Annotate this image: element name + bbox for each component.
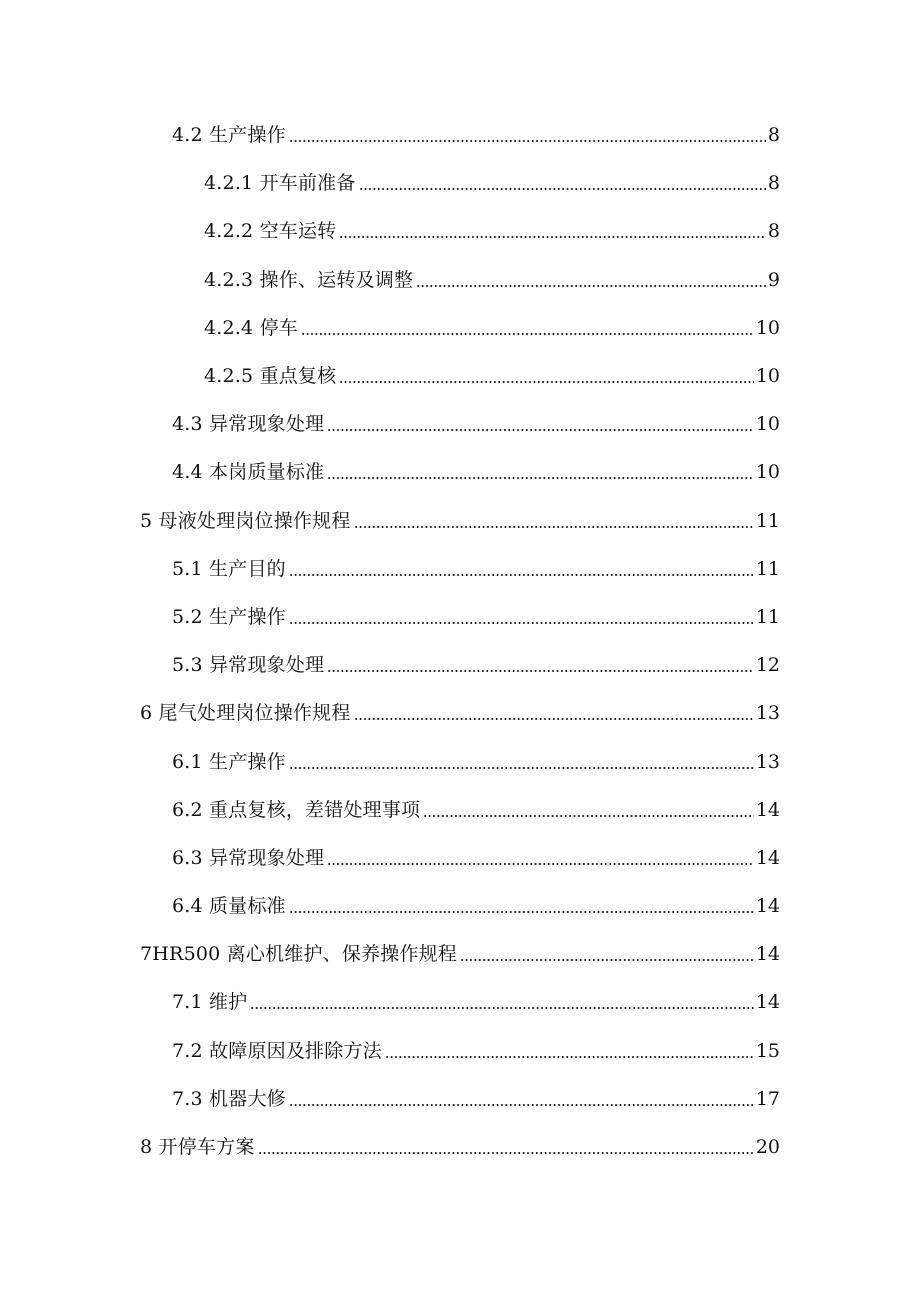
toc-entry[interactable] xyxy=(0,352,920,400)
dot-leader xyxy=(359,188,766,190)
toc-entry-page-number: 10 xyxy=(755,316,780,339)
toc-entry[interactable] xyxy=(0,304,920,352)
table-of-contents xyxy=(0,111,920,1171)
toc-entry[interactable] xyxy=(0,689,920,737)
toc-entry[interactable] xyxy=(0,786,920,834)
toc-entry[interactable] xyxy=(0,207,920,255)
toc-entry-page-number: 15 xyxy=(755,1039,780,1062)
toc-entry-page-number: 14 xyxy=(755,895,780,918)
dot-leader xyxy=(354,718,754,720)
dot-leader xyxy=(327,477,754,479)
toc-entry-page-number: 13 xyxy=(755,750,780,773)
toc-entry-page-number: 13 xyxy=(755,702,780,725)
dot-leader xyxy=(327,429,754,431)
dot-leader xyxy=(354,526,754,528)
toc-entry[interactable] xyxy=(0,400,920,448)
toc-entry-title: 4.2.4 停车 xyxy=(204,316,298,339)
dot-leader xyxy=(339,236,766,238)
toc-entry-page-number: 14 xyxy=(755,798,780,821)
toc-entry-page-number: 10 xyxy=(755,413,780,436)
toc-entry[interactable] xyxy=(0,497,920,545)
toc-entry-page-number: 10 xyxy=(755,365,780,388)
toc-entry-title: 5.2 生产操作 xyxy=(172,605,286,628)
toc-entry-title: 7.3 机器大修 xyxy=(172,1087,286,1110)
toc-entry-page-number: 8 xyxy=(767,220,780,243)
dot-leader xyxy=(460,959,754,961)
dot-leader xyxy=(289,1104,754,1106)
dot-leader xyxy=(258,1152,754,1154)
toc-entry[interactable] xyxy=(0,1075,920,1123)
dot-leader xyxy=(289,767,754,769)
dot-leader xyxy=(301,333,754,335)
toc-entry[interactable] xyxy=(0,978,920,1026)
toc-entry-title: 5.1 生产目的 xyxy=(172,557,286,580)
toc-entry-page-number: 14 xyxy=(755,846,780,869)
toc-entry-page-number: 11 xyxy=(755,605,780,628)
dot-leader xyxy=(385,1056,754,1058)
toc-entry-page-number: 12 xyxy=(755,654,780,677)
toc-entry-title: 6.2 重点复核，差错处理事项 xyxy=(172,798,421,821)
dot-leader xyxy=(327,670,754,672)
toc-entry-title: 6.1 生产操作 xyxy=(172,750,286,773)
toc-entry[interactable] xyxy=(0,1123,920,1171)
toc-entry[interactable] xyxy=(0,834,920,882)
toc-entry-title: 5 母液处理岗位操作规程 xyxy=(140,509,351,532)
toc-entry[interactable] xyxy=(0,545,920,593)
toc-entry-title: 4.3 异常现象处理 xyxy=(172,413,325,436)
toc-entry[interactable] xyxy=(0,641,920,689)
dot-leader xyxy=(423,815,754,817)
toc-entry-title: 6.3 异常现象处理 xyxy=(172,846,325,869)
toc-entry[interactable] xyxy=(0,930,920,978)
toc-entry-page-number: 11 xyxy=(755,557,780,580)
toc-entry-page-number: 11 xyxy=(755,509,780,532)
dot-leader xyxy=(416,285,766,287)
toc-entry-title: 4.2.3 操作、运转及调整 xyxy=(204,268,414,291)
toc-entry-title: 4.4 本岗质量标准 xyxy=(172,461,325,484)
toc-entry[interactable] xyxy=(0,256,920,304)
dot-leader xyxy=(289,574,754,576)
toc-entry-title: 7HR500 离心机维护、保养操作规程 xyxy=(140,943,458,966)
toc-entry-page-number: 10 xyxy=(755,461,780,484)
dot-leader xyxy=(327,863,754,865)
toc-entry-page-number: 8 xyxy=(767,124,780,147)
dot-leader xyxy=(289,140,766,142)
dot-leader xyxy=(339,381,753,383)
toc-entry-page-number: 20 xyxy=(755,1136,780,1159)
toc-entry[interactable] xyxy=(0,593,920,641)
toc-entry-title: 4.2.1 开车前准备 xyxy=(204,172,356,195)
toc-entry-title: 7.1 维护 xyxy=(172,991,248,1014)
toc-entry[interactable] xyxy=(0,737,920,785)
toc-entry-page-number: 8 xyxy=(767,172,780,195)
toc-entry-title: 6.4 质量标准 xyxy=(172,895,286,918)
toc-entry-title: 4.2.2 空车运转 xyxy=(204,220,337,243)
toc-entry-title: 4.2.5 重点复核 xyxy=(204,365,337,388)
toc-entry-page-number: 17 xyxy=(755,1087,780,1110)
toc-entry-title: 6 尾气处理岗位操作规程 xyxy=(140,702,351,725)
dot-leader xyxy=(250,1007,753,1009)
dot-leader xyxy=(289,622,754,624)
toc-entry[interactable] xyxy=(0,159,920,207)
toc-entry-page-number: 14 xyxy=(755,991,780,1014)
toc-entry[interactable] xyxy=(0,882,920,930)
toc-entry-title: 8 开停车方案 xyxy=(140,1136,255,1159)
toc-entry-page-number: 14 xyxy=(755,943,780,966)
toc-entry[interactable] xyxy=(0,111,920,159)
toc-entry-title: 7.2 故障原因及排除方法 xyxy=(172,1039,382,1062)
toc-entry-page-number: 9 xyxy=(767,268,780,291)
toc-entry-title: 5.3 异常现象处理 xyxy=(172,654,325,677)
toc-entry[interactable] xyxy=(0,1027,920,1075)
toc-entry[interactable] xyxy=(0,448,920,496)
dot-leader xyxy=(289,911,754,913)
toc-entry-title: 4.2 生产操作 xyxy=(172,124,286,147)
